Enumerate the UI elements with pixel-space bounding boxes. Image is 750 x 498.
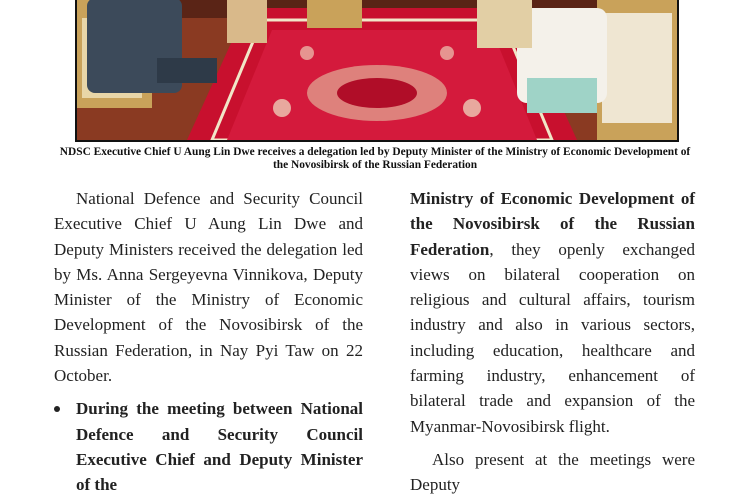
next-paragraph: Also present at the meetings were Deputy <box>410 449 695 495</box>
bullet-icon <box>54 406 60 412</box>
article-left-column <box>54 186 363 498</box>
bold-lead: Ministry of Economic Development of the Novosibirsk of the Russian Federation <box>410 189 695 259</box>
article-right-column <box>410 186 695 498</box>
meeting-photo <box>75 0 679 142</box>
bullet-text: During the meeting between National Defence and Security Council Executive Chief and Deputy Minister of the <box>76 399 363 495</box>
bullet-item <box>54 396 363 497</box>
paragraph-rest: , they openly exchanged views on bilateral cooperation on religious and cultural affairs, tourism industry and also in various sectors, including education, healthcare and farming industry, enhancement of bilateral trade and expansion of the Myanmar-Novosibirsk flight. <box>410 239 695 436</box>
article-paragraph: National Defence and Security Council Executive Chief U Aung Lin Dwe and Deputy Ministers received the delegation led by Ms. Anna Sergeyevna Vinnikova, Deputy Minister of the Ministry of Economic Development of the Novosibirsk of the Russian Federation, in Nay Pyi Taw on 22 October. <box>54 189 363 386</box>
photo-caption: NDSC Executive Chief U Aung Lin Dwe receives a delegation led by Deputy Minister of the Ministry of Economic Development of the Novosibirsk of the Russian Federation <box>59 146 691 171</box>
article-paragraph-continued <box>410 186 695 439</box>
meeting-photo-illustration <box>77 0 677 140</box>
